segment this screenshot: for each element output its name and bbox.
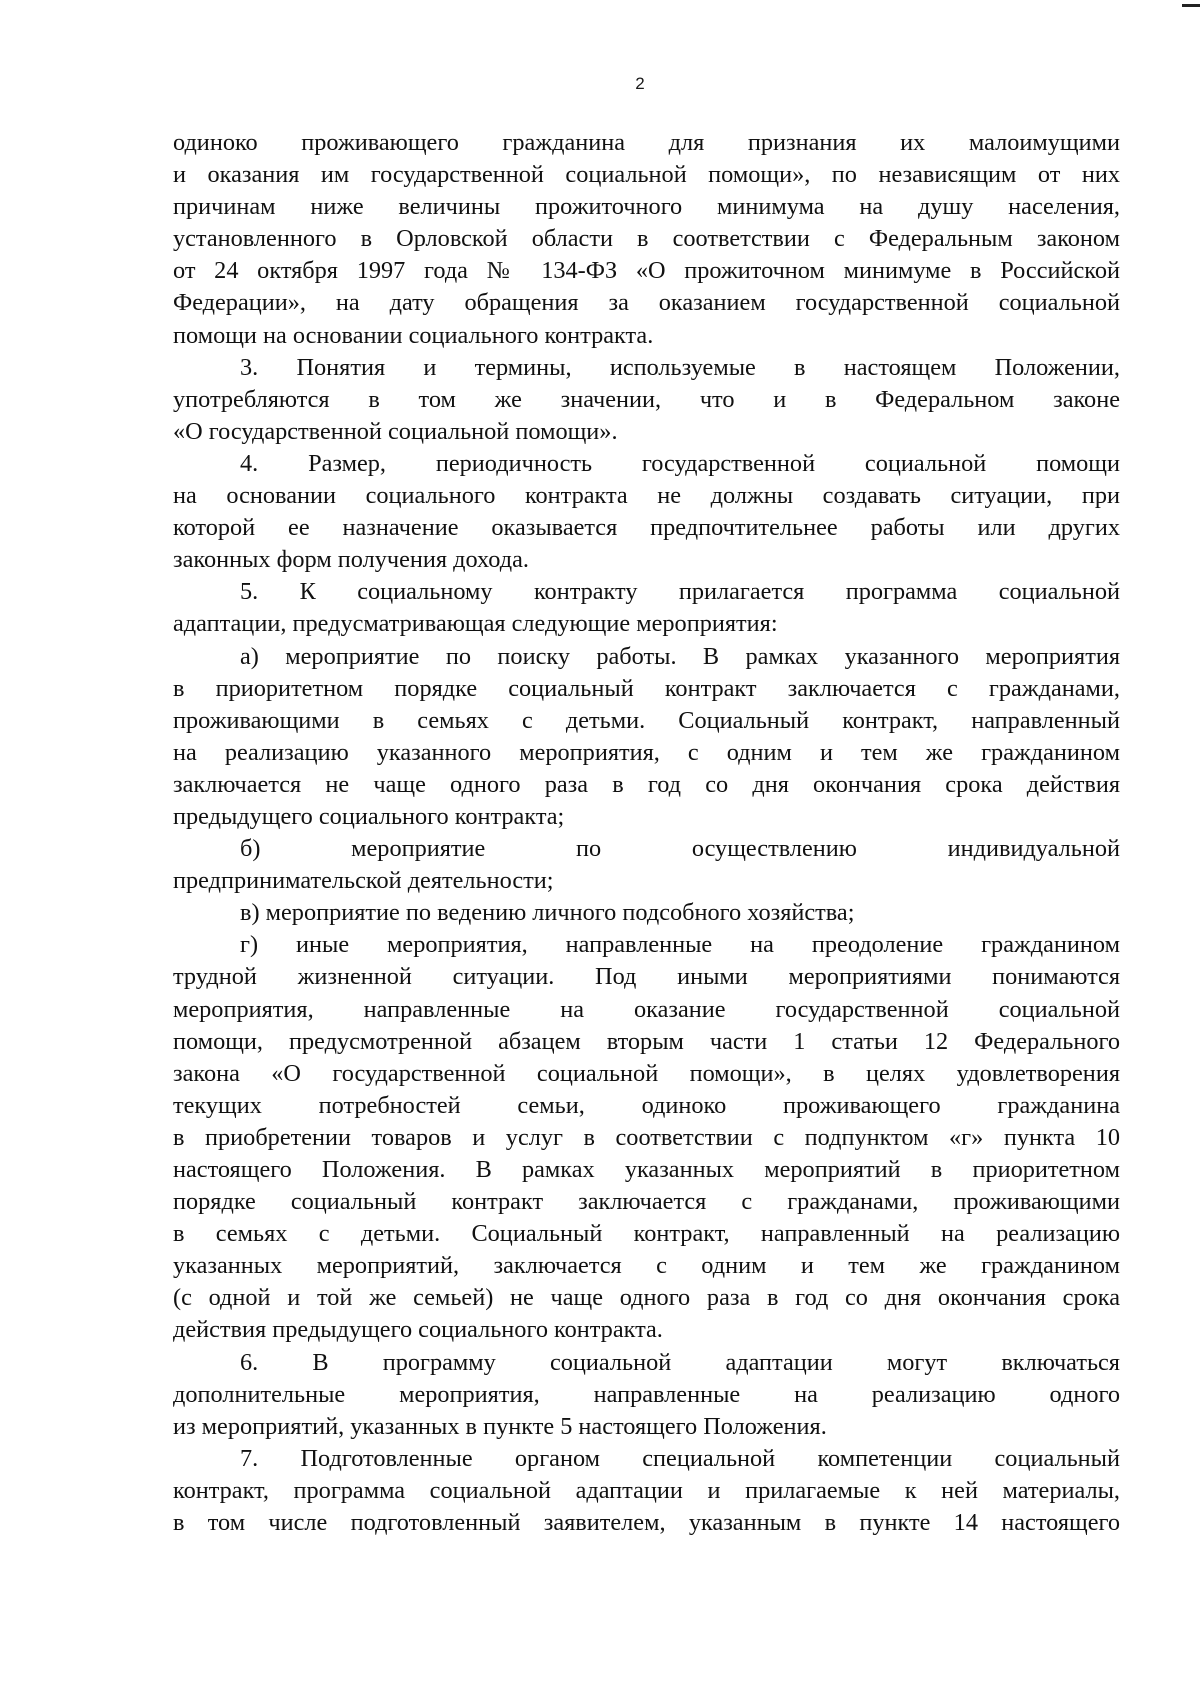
text-line: г) иные мероприятия, направленные на преодоление гражданином	[240, 931, 1120, 959]
document-body	[173, 127, 1120, 1539]
text-line: на реализацию указанного мероприятия, с одним и тем же гражданином	[173, 738, 1120, 766]
text-line: установленного в Орловской области в соответствии с Федеральным законом	[173, 225, 1120, 253]
text-line: и оказания им государственной социальной помощи», по независящим от них	[173, 161, 1120, 189]
text-line: трудной жизненной ситуации. Под иными мероприятиями понимаются	[173, 963, 1120, 991]
text-line: мероприятия, направленные на оказание государственной социальной	[173, 995, 1120, 1023]
text-line: 4. Размер, периодичность государственной социальной помощи	[240, 449, 1120, 477]
text-line: от 24 октября 1997 года № 134-ФЗ «О прожиточном минимуме в Российской	[173, 257, 1120, 285]
text-line: настоящего Положения. В рамках указанных мероприятий в приоритетном	[173, 1156, 1120, 1183]
text-line: на основании социального контракта не должны создавать ситуации, при	[173, 482, 1120, 510]
text-line: в) мероприятие по ведению личного подсобного хозяйства;	[240, 899, 855, 927]
text-line: 5. К социальному контракту прилагается программа социальной	[240, 578, 1120, 606]
text-line: 7. Подготовленные органом специальной компетенции социальный	[240, 1444, 1120, 1472]
text-line: контракт, программа социальной адаптации и прилагаемые к ней материалы,	[173, 1476, 1120, 1504]
text-line: 3. Понятия и термины, используемые в настоящем Положении,	[240, 353, 1120, 381]
text-line: «О государственной социальной помощи».	[173, 417, 618, 445]
text-line: проживающими в семьях с детьми. Социальный контракт, направленный	[173, 706, 1120, 734]
text-line: предыдущего социального контракта;	[173, 802, 565, 830]
text-line: действия предыдущего социального контракта.	[173, 1316, 663, 1344]
text-line: помощи на основании социального контракта.	[173, 321, 654, 349]
scan-corner-mark	[1182, 4, 1200, 7]
text-line: причинам ниже величины прожиточного минимума на душу населения,	[173, 193, 1120, 221]
text-line: в семьях с детьми. Социальный контракт, направленный на реализацию	[173, 1220, 1120, 1248]
text-line: указанных мероприятий, заключается с одним и тем же гражданином	[173, 1252, 1120, 1280]
text-line: в приоритетном порядке социальный контракт заключается с гражданами,	[173, 674, 1120, 702]
text-line: предпринимательской деятельности;	[173, 867, 554, 895]
text-line: б) мероприятие по осуществлению индивидуальной	[240, 835, 1120, 863]
text-line: Федерации», на дату обращения за оказанием государственной социальной	[173, 289, 1120, 317]
page-number: 2	[635, 74, 645, 93]
text-line: 6. В программу социальной адаптации могут включаться	[240, 1348, 1120, 1376]
text-line: дополнительные мероприятия, направленные на реализацию одного	[173, 1380, 1120, 1408]
text-line: порядке социальный контракт заключается с гражданами, проживающими	[173, 1188, 1120, 1216]
text-line: помощи, предусмотренной абзацем вторым части 1 статьи 12 Федерального	[173, 1027, 1120, 1055]
text-line: текущих потребностей семьи, одиноко проживающего гражданина	[173, 1091, 1120, 1119]
text-line: одиноко проживающего гражданина для признания их малоимущими	[173, 129, 1120, 156]
text-line: а) мероприятие по поиску работы. В рамках указанного мероприятия	[240, 642, 1120, 670]
text-line: которой ее назначение оказывается предпочтительнее работы или других	[173, 514, 1120, 542]
text-line: заключается не чаще одного раза в год со дня окончания срока действия	[173, 770, 1120, 798]
text-line: из мероприятий, указанных в пункте 5 настоящего Положения.	[173, 1412, 827, 1440]
text-line: употребляются в том же значении, что и в Федеральном законе	[173, 385, 1120, 413]
text-line: адаптации, предусматривающая следующие мероприятия:	[173, 610, 778, 638]
text-line: законных форм получения дохода.	[173, 546, 529, 574]
text-line: в том числе подготовленный заявителем, указанным в пункте 14 настоящего	[173, 1509, 1120, 1537]
text-line: в приобретении товаров и услуг в соответствии с подпунктом «г» пункта 10	[173, 1123, 1120, 1151]
text-line: закона «О государственной социальной помощи», в целях удовлетворения	[173, 1059, 1120, 1087]
text-line: (с одной и той же семьей) не чаще одного раза в год со дня окончания срока	[173, 1284, 1120, 1312]
